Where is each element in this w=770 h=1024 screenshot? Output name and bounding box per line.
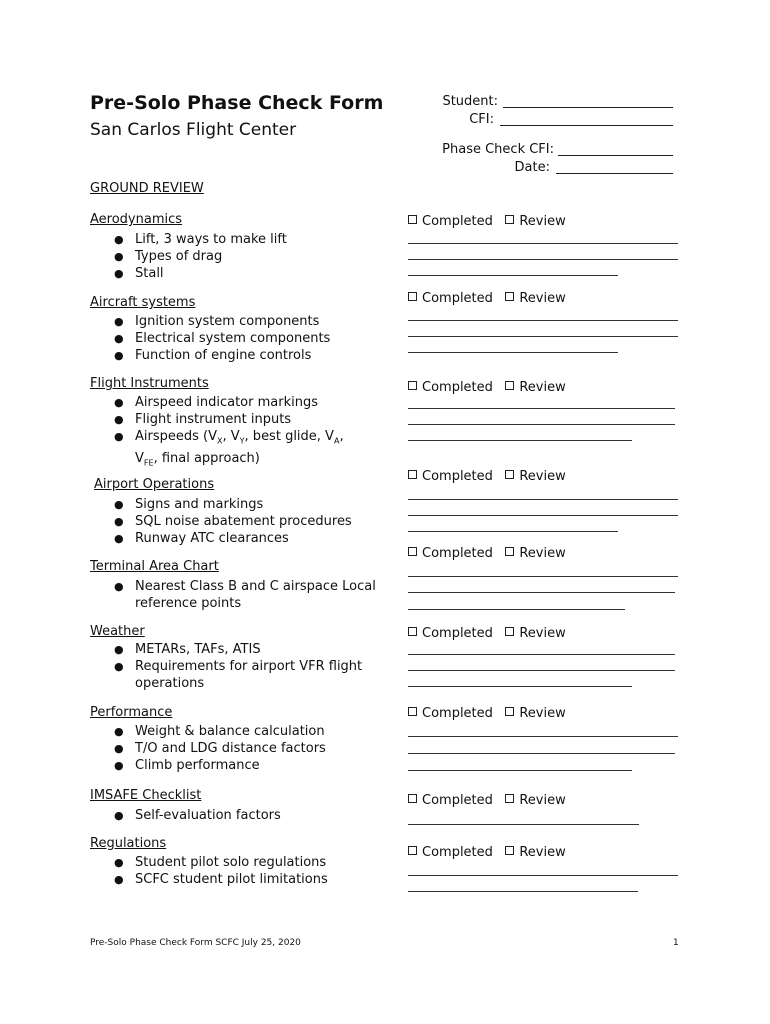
completed-checkbox[interactable] bbox=[408, 470, 417, 479]
notes-line[interactable] bbox=[408, 408, 675, 409]
notes-line[interactable] bbox=[408, 515, 678, 516]
review-checkbox[interactable] bbox=[505, 794, 514, 803]
list-item: ● Self-evaluation factors bbox=[114, 808, 281, 823]
completed-checkbox[interactable] bbox=[408, 547, 417, 556]
list-item: ● Stall bbox=[114, 266, 164, 281]
check-row-flight-instruments: Completed Review bbox=[408, 380, 566, 395]
check-row-imsafe-checklist: Completed Review bbox=[408, 793, 566, 808]
page-title: Pre-Solo Phase Check Form bbox=[90, 92, 384, 114]
section-list-performance bbox=[90, 723, 326, 774]
list-item: ● Weight & balance calculation bbox=[114, 724, 325, 739]
list-item: ● Signs and markings bbox=[114, 497, 264, 512]
section-list-aerodynamics bbox=[90, 231, 287, 282]
review-checkbox[interactable] bbox=[505, 707, 514, 716]
list-item: ● SCFC student pilot limitations bbox=[114, 872, 328, 887]
check-row-regulations: Completed Review bbox=[408, 845, 566, 860]
page-number: 1 bbox=[673, 938, 679, 948]
list-item: ● Lift, 3 ways to make lift bbox=[114, 232, 287, 247]
notes-line[interactable] bbox=[408, 440, 632, 441]
list-item: ● Ignition system components bbox=[114, 314, 320, 329]
section-list-terminal-area-chart bbox=[90, 578, 376, 612]
notes-line[interactable] bbox=[408, 243, 678, 244]
list-item-continued: reference points bbox=[135, 596, 242, 611]
list-item: ● METARs, TAFs, ATIS bbox=[114, 642, 261, 657]
notes-line[interactable] bbox=[408, 753, 675, 754]
date-label: Date: bbox=[514, 160, 550, 175]
section-title-performance: Performance bbox=[90, 705, 173, 720]
section-list-weather bbox=[90, 641, 362, 692]
list-item: ● Runway ATC clearances bbox=[114, 531, 289, 546]
notes-line[interactable] bbox=[408, 499, 678, 500]
section-list-airport-operations bbox=[90, 496, 352, 547]
notes-line[interactable] bbox=[408, 424, 675, 425]
check-row-aerodynamics: Completed Review bbox=[408, 214, 566, 229]
ground-review-heading: GROUND REVIEW bbox=[90, 181, 204, 196]
notes-line[interactable] bbox=[408, 654, 675, 655]
list-item: ● Types of drag bbox=[114, 249, 223, 264]
notes-line[interactable] bbox=[408, 352, 618, 353]
cfi-field[interactable] bbox=[500, 113, 673, 126]
section-title-airport-operations: Airport Operations bbox=[94, 477, 215, 492]
check-row-performance: Completed Review bbox=[408, 706, 566, 721]
notes-line[interactable] bbox=[408, 670, 675, 671]
list-item: ● SQL noise abatement procedures bbox=[114, 514, 352, 529]
list-item: ● Flight instrument inputs bbox=[114, 412, 292, 427]
date-field[interactable] bbox=[556, 161, 673, 174]
review-checkbox[interactable] bbox=[505, 292, 514, 301]
section-title-aircraft-systems: Aircraft systems bbox=[90, 295, 196, 310]
student-field[interactable] bbox=[503, 95, 673, 108]
notes-line[interactable] bbox=[408, 336, 678, 337]
check-row-weather: Completed Review bbox=[408, 626, 566, 641]
notes-line[interactable] bbox=[408, 576, 678, 577]
review-checkbox[interactable] bbox=[505, 215, 514, 224]
list-item-airspeeds: ● Airspeeds ($V_X$, $V_Y$, best glide, $V_A$, $V_{FE}$, final approach) bbox=[114, 429, 344, 468]
cfi-label: CFI: bbox=[469, 112, 494, 127]
completed-checkbox[interactable] bbox=[408, 292, 417, 301]
notes-line[interactable] bbox=[408, 770, 632, 771]
notes-line[interactable] bbox=[408, 259, 678, 260]
review-checkbox[interactable] bbox=[505, 627, 514, 636]
list-item: ● Climb performance bbox=[114, 758, 260, 773]
completed-checkbox[interactable] bbox=[408, 846, 417, 855]
list-item: ● Student pilot solo regulations bbox=[114, 855, 327, 870]
notes-line[interactable] bbox=[408, 592, 675, 593]
list-item-continued: operations bbox=[135, 676, 205, 691]
page-subtitle: San Carlos Flight Center bbox=[90, 120, 297, 140]
notes-line[interactable] bbox=[408, 531, 618, 532]
review-checkbox[interactable] bbox=[505, 381, 514, 390]
list-item: ● Nearest Class B and C airspace Local bbox=[114, 579, 376, 594]
footer-text: Pre-Solo Phase Check Form SCFC July 25, 2020 bbox=[90, 938, 301, 948]
notes-line[interactable] bbox=[408, 320, 678, 321]
notes-line[interactable] bbox=[408, 686, 632, 687]
list-item: ● Electrical system components bbox=[114, 331, 331, 346]
check-row-airport-operations: Completed Review bbox=[408, 469, 566, 484]
review-checkbox[interactable] bbox=[505, 470, 514, 479]
section-title-regulations: Regulations bbox=[90, 836, 167, 851]
notes-line[interactable] bbox=[408, 824, 639, 825]
phase-check-cfi-field[interactable] bbox=[558, 143, 673, 156]
section-list-aircraft-systems bbox=[90, 313, 330, 364]
notes-line[interactable] bbox=[408, 891, 638, 892]
section-title-imsafe-checklist: IMSAFE Checklist bbox=[90, 788, 202, 803]
notes-line[interactable] bbox=[408, 875, 678, 876]
section-title-flight-instruments: Flight Instruments bbox=[90, 376, 209, 391]
review-checkbox[interactable] bbox=[505, 846, 514, 855]
notes-line[interactable] bbox=[408, 609, 625, 610]
section-title-terminal-area-chart: Terminal Area Chart bbox=[90, 559, 219, 574]
student-label: Student: bbox=[442, 94, 498, 109]
completed-checkbox[interactable] bbox=[408, 381, 417, 390]
phase-check-cfi-label: Phase Check CFI: bbox=[442, 142, 554, 157]
list-item: ● Requirements for airport VFR flight bbox=[114, 659, 363, 674]
completed-checkbox[interactable] bbox=[408, 627, 417, 636]
list-item: ● Function of engine controls bbox=[114, 348, 312, 363]
notes-line[interactable] bbox=[408, 275, 618, 276]
check-row-terminal-area-chart: Completed Review bbox=[408, 546, 566, 561]
notes-line[interactable] bbox=[408, 736, 678, 737]
section-title-weather: Weather bbox=[90, 624, 145, 639]
completed-checkbox[interactable] bbox=[408, 707, 417, 716]
section-title-aerodynamics: Aerodynamics bbox=[90, 212, 183, 227]
check-row-aircraft-systems: Completed Review bbox=[408, 291, 566, 306]
list-item: ● T/O and LDG distance factors bbox=[114, 741, 326, 756]
section-list-regulations bbox=[90, 854, 328, 888]
section-list-imsafe-checklist bbox=[90, 807, 281, 824]
completed-checkbox[interactable] bbox=[408, 794, 417, 803]
list-item: ● Airspeed indicator markings bbox=[114, 395, 318, 410]
review-checkbox[interactable] bbox=[505, 547, 514, 556]
completed-checkbox[interactable] bbox=[408, 215, 417, 224]
section-list-flight-instruments bbox=[90, 394, 344, 471]
